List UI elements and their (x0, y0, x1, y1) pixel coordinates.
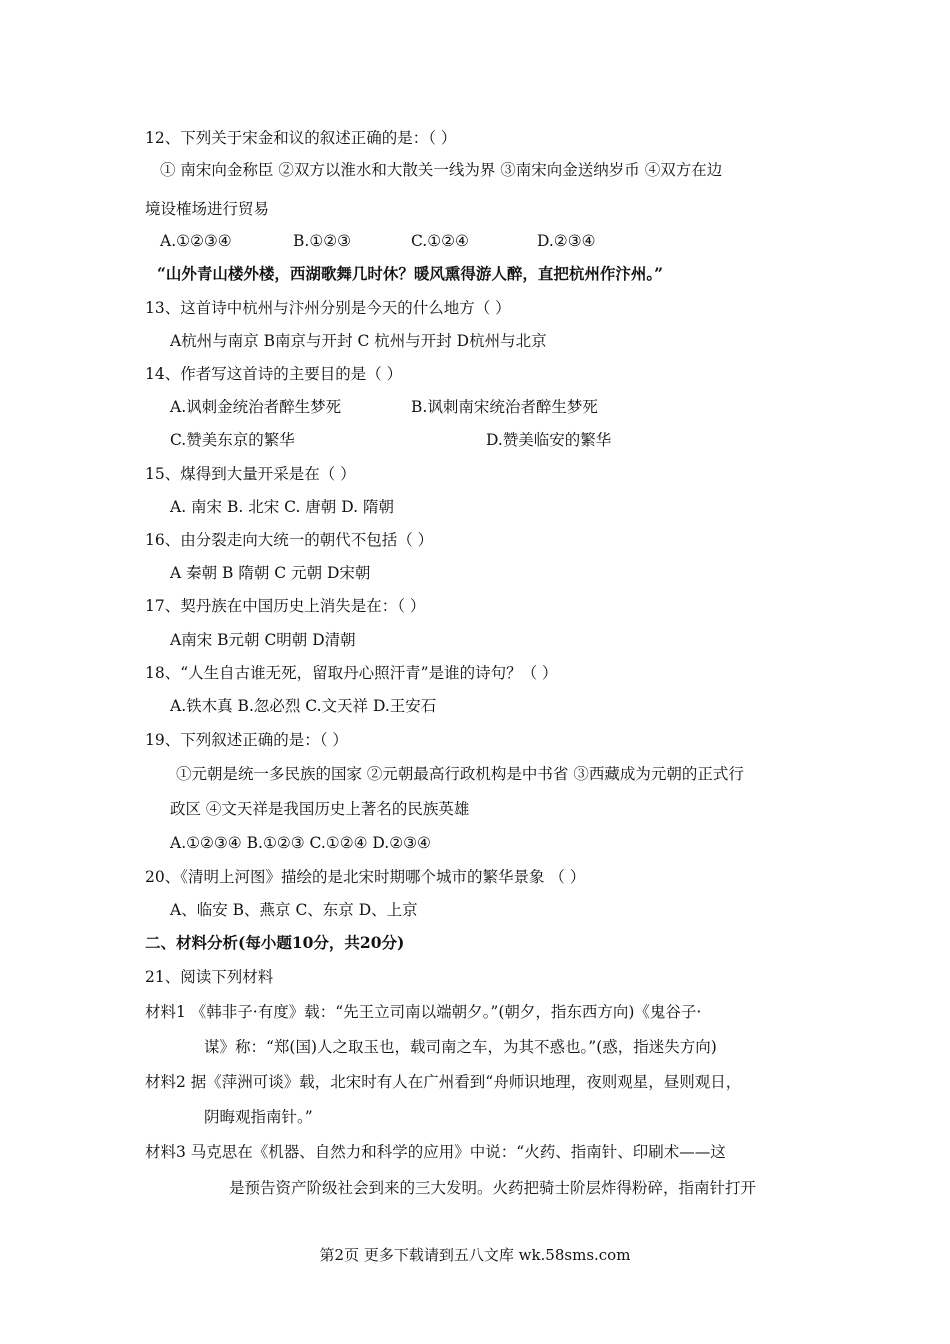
material-3-line2: 是预告资产阶级社会到来的三大发明。火药把骑士阶层炸得粉碎，指南针打开 (229, 1179, 757, 1197)
page-footer: 第2页 更多下载请到五八文库 wk.58sms.com (319, 1246, 631, 1264)
section-heading: 二、材料分析(每小题10分，共20分) (145, 933, 405, 952)
material-2-line2: 阴晦观指南针。” (204, 1108, 313, 1126)
q12-option-b: B.①②③ (293, 232, 352, 250)
q17-stem: 17、契丹族在中国历史上消失是在：（ ） (145, 597, 426, 615)
q19-items-line1: ①元朝是统一多民族的国家 ②元朝最高行政机构是中书省 ③西藏成为元朝的正式行 (176, 765, 744, 783)
q18-options: A.铁木真 B.忽必烈 C.文天祥 D.王安石 (170, 697, 437, 715)
q17-options: A南宋 B元朝 C明朝 D清朝 (170, 631, 356, 649)
q21-stem: 21、阅读下列材料 (145, 968, 274, 986)
q19-options: A.①②③④ B.①②③ C.①②④ D.②③④ (170, 834, 431, 852)
q19-stem: 19、下列叙述正确的是：（ ） (145, 731, 348, 749)
poem-quote: “山外青山楼外楼，西湖歌舞几时休？暖风熏得游人醉，直把杭州作汴州。” (157, 264, 664, 283)
q16-options: A 秦朝 B 隋朝 C 元朝 D宋朝 (170, 564, 371, 582)
material-3-line1: 材料3 马克思在《机器、自然力和科学的应用》中说：“火药、指南针、印刷术——这 (145, 1143, 726, 1161)
q12-option-c: C.①②④ (411, 232, 469, 250)
q16-stem: 16、由分裂走向大统一的朝代不包括（ ） (145, 531, 434, 549)
q20-stem: 20、《清明上河图》描绘的是北宋时期哪个城市的繁华景象 （ ） (145, 868, 586, 886)
q14-option-d: D.赞美临安的繁华 (486, 431, 612, 449)
q12-items-line2: 境设榷场进行贸易 (145, 200, 270, 218)
q20-options: A、临安 B、燕京 C、东京 D、上京 (170, 901, 418, 919)
q19-items-line2: 政区 ④文天祥是我国历史上著名的民族英雄 (170, 800, 470, 818)
material-2-line1: 材料2 据《萍洲可谈》载，北宋时有人在广州看到“舟师识地理，夜则观星，昼则观日， (145, 1073, 742, 1091)
q12-stem: 12、下列关于宋金和议的叙述正确的是：（ ） (145, 129, 457, 147)
q14-option-c: C.赞美东京的繁华 (170, 431, 295, 449)
q12-option-a: A.①②③④ (160, 232, 232, 250)
q15-options: A. 南宋 B. 北宋 C. 唐朝 D. 隋朝 (170, 498, 394, 516)
q13-stem: 13、这首诗中杭州与汴州分别是今天的什么地方（ ） (145, 299, 511, 317)
q14-option-a: A.讽刺金统治者醉生梦死 (170, 398, 342, 416)
q12-items-line1: ① 南宋向金称臣 ②双方以淮水和大散关一线为界 ③南宋向金送纳岁币 ④双方在边 (160, 161, 723, 179)
q14-option-b: B.讽刺南宋统治者醉生梦死 (411, 398, 598, 416)
material-1-line1: 材料1 《韩非子·有度》载：“先王立司南以端朝夕。”(朝夕，指东西方向)《鬼谷子· (145, 1003, 702, 1021)
q12-option-d: D.②③④ (537, 232, 596, 250)
q14-stem: 14、作者写这首诗的主要目的是（ ） (145, 365, 403, 383)
q18-stem: 18、“人生自古谁无死，留取丹心照汗青”是谁的诗句？（ ） (145, 664, 558, 682)
q13-options: A杭州与南京 B南京与开封 C 杭州与开封 D杭州与北京 (170, 332, 547, 350)
material-1-line2: 谋》称：“郑(国)人之取玉也，载司南之车，为其不惑也。”(惑，指迷失方向) (204, 1038, 717, 1056)
q15-stem: 15、煤得到大量开采是在（ ） (145, 465, 356, 483)
